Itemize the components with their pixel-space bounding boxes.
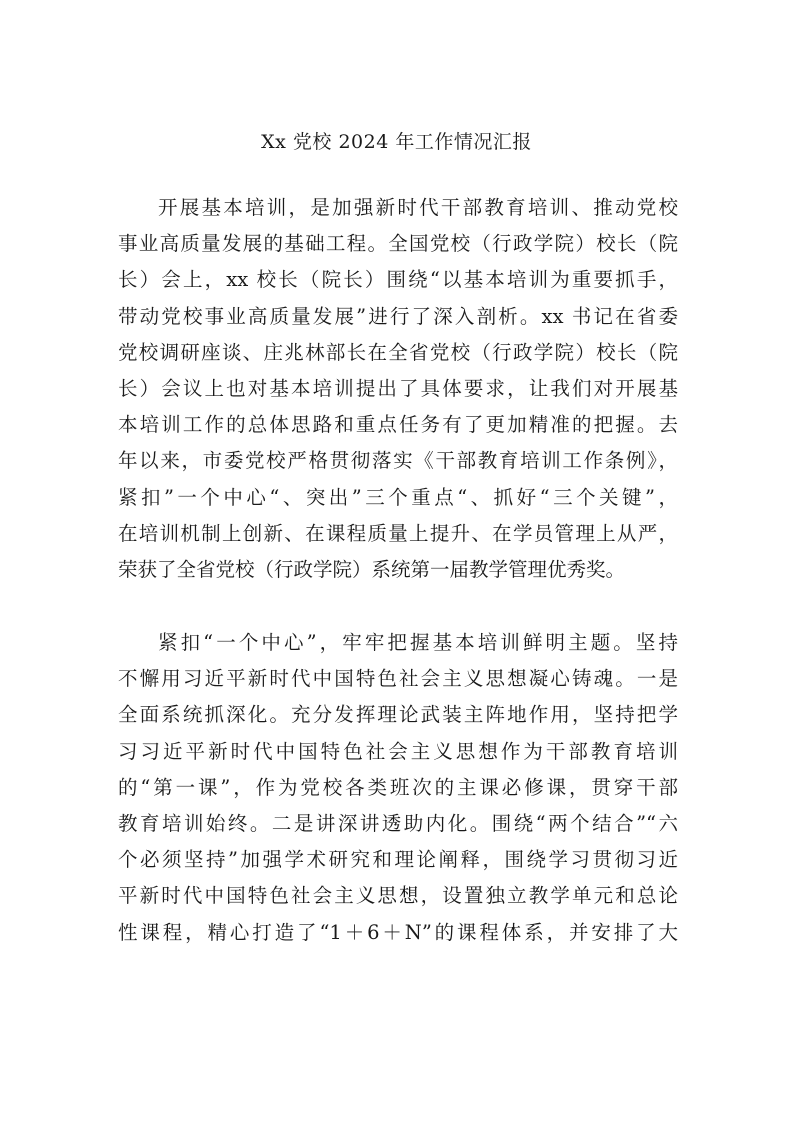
paragraph-line: 全面系统抓深化。充分发挥理论武装主阵地作用，坚持把学	[118, 703, 678, 727]
paragraph-line: 在培训机制上创新、在课程质量上提升、在学员管理上从严，	[118, 521, 678, 545]
paragraph-line: 荣获了全省党校（行政学院）系统第一届教学管理优秀奖。	[118, 557, 626, 581]
paragraph-line: 习习近平新时代中国特色社会主义思想作为干部教育培训	[118, 739, 678, 763]
paragraph-line: 年以来，市委党校严格贯彻落实《干部教育培训工作条例》，	[118, 449, 678, 473]
paragraph-line: 紧扣”一个中心“、突出”三个重点“、抓好“三个关键”，	[118, 485, 678, 509]
paragraph-line: 教育培训始终。二是讲深讲透助内化。围绕“两个结合”“六	[118, 811, 678, 835]
document-title: Xx 党校 2024 年工作情况汇报	[261, 131, 532, 153]
paragraph-line: 不懈用习近平新时代中国特色社会主义思想凝心铸魂。一是	[118, 667, 678, 691]
paragraph-line: 事业高质量发展的基础工程。全国党校（行政学院）校长（院	[118, 232, 678, 256]
paragraph-line: 带动党校事业高质量发展”进行了深入剖析。xx 书记在省委	[118, 304, 678, 328]
paragraph-line: 个必须坚持”加强学术研究和理论阐释，围绕学习贯彻习近	[118, 848, 678, 872]
paragraph-line: 的“第一课”，作为党校各类班次的主课必修课，贯穿干部	[118, 775, 678, 799]
paragraph-line: 长）会上，xx 校长（院长）围绕“以基本培训为重要抓手，	[118, 268, 678, 292]
paragraph-line: 党校调研座谈、庄兆林部长在全省党校（行政学院）校长（院	[118, 340, 678, 364]
paragraph-line: 开展基本培训，是加强新时代干部教育培训、推动党校	[158, 196, 678, 219]
paragraph-2	[118, 625, 678, 951]
paragraph-line: 平新时代中国特色社会主义思想，设置独立教学单元和总论	[118, 884, 678, 908]
paragraph-line: 本培训工作的总体思路和重点任务有了更加精准的把握。去	[118, 413, 678, 437]
paragraph-line: 长）会议上也对基本培训提出了具体要求，让我们对开展基	[118, 376, 678, 400]
paragraph-1	[118, 190, 678, 588]
paragraph-line: 紧扣“一个中心”，牢牢把握基本培训鲜明主题。坚持	[158, 631, 678, 654]
paragraph-line: 性课程，精心打造了“1＋6＋N”的课程体系，并安排了大	[118, 920, 678, 944]
